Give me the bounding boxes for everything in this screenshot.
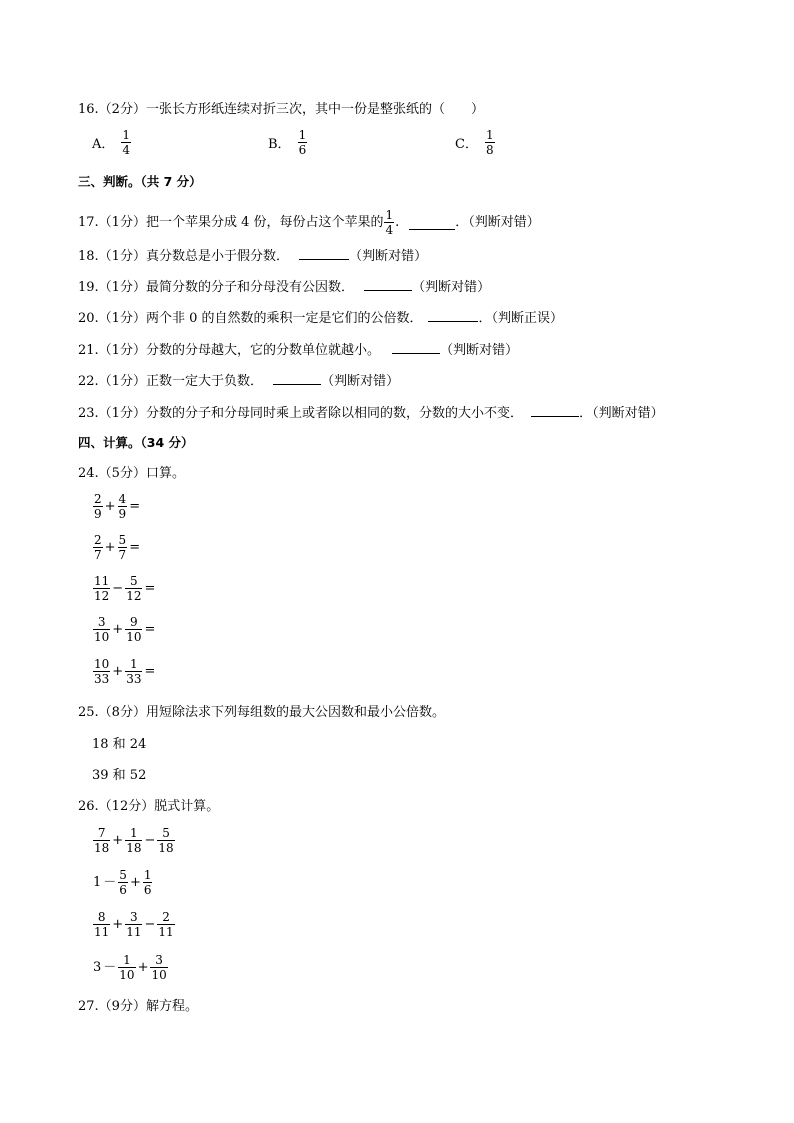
fraction: $\frac{10}{33}$: [94, 657, 110, 686]
oral-calc-item: $\frac{2}{7}$ + $\frac{5}{7}$ =: [94, 533, 141, 562]
answer-blank[interactable]: [409, 215, 455, 230]
answer-blank[interactable]: [299, 245, 349, 260]
option-b[interactable]: [268, 128, 308, 157]
answer-blank[interactable]: [364, 276, 412, 291]
step-calc-item: $\frac{8}{11}$ + $\frac{3}{11}$ − $\frac{2}{11}$: [94, 910, 174, 939]
answer-blank[interactable]: [392, 339, 440, 354]
answer-blank[interactable]: [531, 402, 579, 417]
fraction: $\frac{3}{11}$: [126, 910, 142, 939]
fraction: $\frac{5}{7}$: [118, 533, 127, 562]
question-26-title: 26.（12分）脱式计算。: [78, 799, 220, 814]
question-21: 21.（1分）分数的分母越大，它的分数单位就越小。 （判断对错）: [78, 339, 518, 361]
fraction: $\frac{2}{7}$: [94, 533, 102, 562]
option-a[interactable]: [92, 128, 132, 157]
question-22: 22.（1分）正数一定大于负数． （判断对错）: [78, 370, 399, 392]
fraction: $\frac{8}{11}$: [94, 910, 110, 939]
fraction: $\frac{9}{10}$: [126, 615, 142, 644]
fraction: $\frac{1}{10}$: [119, 953, 135, 982]
fraction: $\frac{1}{6}$: [143, 868, 152, 897]
fraction: $\frac{1}{33}$: [126, 657, 142, 686]
fraction: $\frac{4}{9}$: [118, 492, 127, 521]
question-18: 18.（1分）真分数总是小于假分数． （判断对错）: [78, 245, 427, 267]
section-4-heading: 四、计算。（34 分）: [78, 435, 194, 450]
fraction: $\frac{11}{12}$: [94, 574, 110, 603]
oral-calc-item: $\frac{2}{9}$ + $\frac{4}{9}$ =: [94, 492, 141, 521]
question-20: 20.（1分）两个非 0 的自然数的乘积一定是它们的公倍数． ．（判断正误）: [78, 307, 563, 329]
fraction: $\frac{1}{6}$: [298, 128, 307, 157]
option-label: A．: [92, 137, 115, 152]
question-27-title: 27.（9分）解方程。: [78, 999, 198, 1014]
fraction: $\frac{3}{10}$: [94, 615, 110, 644]
option-c[interactable]: [455, 128, 496, 157]
number-group: 18 和 24: [92, 737, 147, 752]
question-23: 23.（1分）分数的分子和分母同时乘上或者除以相同的数，分数的大小不变． ．（判断对错）: [78, 402, 664, 424]
question-17: 17.（1分）把一个苹果分成 4 份，每份占这个苹果的 $\frac{1}{4}$ . ．（判断对错）: [78, 208, 540, 237]
fraction: $\frac{1}{18}$: [126, 826, 142, 855]
question-24-title: 24.（5分）口算。: [78, 466, 185, 481]
fraction: $\frac{2}{9}$: [94, 492, 102, 521]
oral-calc-item: $\frac{11}{12}$ − $\frac{5}{12}$ =: [94, 574, 156, 603]
fraction: $\frac{3}{10}$: [151, 953, 167, 982]
fraction: $\frac{5}{12}$: [126, 574, 142, 603]
step-calc-item: 3 － $\frac{1}{10}$ + $\frac{3}{10}$: [93, 953, 167, 982]
oral-calc-item: $\frac{10}{33}$ + $\frac{1}{33}$ =: [94, 657, 156, 686]
fraction: $\frac{1}{4}$: [385, 208, 394, 237]
fraction: $\frac{1}{4}$: [122, 128, 131, 157]
step-calc-item: $\frac{7}{18}$ + $\frac{1}{18}$ − $\frac{5}{18}$: [94, 826, 174, 855]
answer-blank[interactable]: [428, 307, 478, 322]
fraction: $\frac{1}{8}$: [485, 128, 494, 157]
fraction: $\frac{7}{18}$: [94, 826, 110, 855]
section-3-heading: 三、判断。（共 7 分）: [78, 174, 202, 189]
fraction: $\frac{5}{6}$: [119, 868, 127, 897]
answer-blank[interactable]: [273, 370, 321, 385]
fraction: $\frac{2}{11}$: [158, 910, 174, 939]
number-group: 39 和 52: [92, 768, 147, 783]
option-label: B．: [268, 137, 291, 152]
fraction: $\frac{5}{18}$: [158, 826, 174, 855]
question-19: 19.（1分）最简分数的分子和分母没有公因数． （判断对错）: [78, 276, 490, 298]
question-25-title: 25.（8分）用短除法求下列每组数的最大公因数和最小公倍数。: [78, 705, 445, 720]
question-16: 16.（2分）一张长方形纸连续对折三次，其中一份是整张纸的（ ）: [78, 102, 484, 117]
step-calc-item: 1 － $\frac{5}{6}$ + $\frac{1}{6}$: [93, 868, 152, 897]
oral-calc-item: $\frac{3}{10}$ + $\frac{9}{10}$ =: [94, 615, 156, 644]
option-label: C．: [455, 137, 478, 152]
